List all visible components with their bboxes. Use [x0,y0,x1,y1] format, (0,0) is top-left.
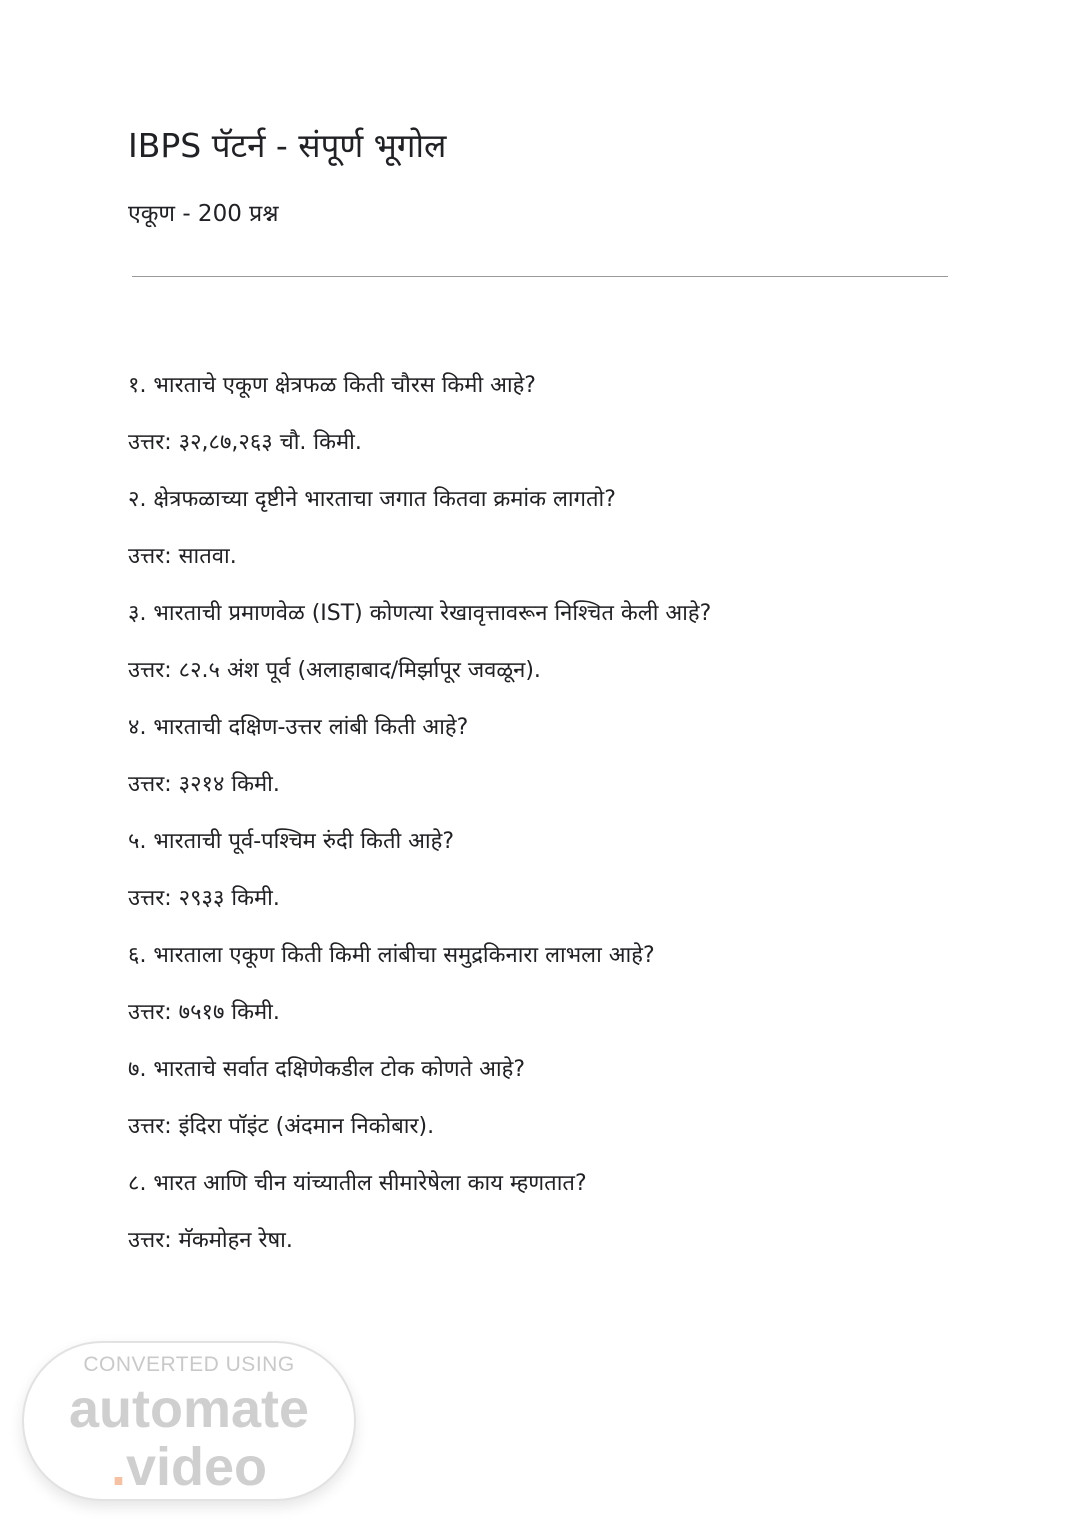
qa-list [128,366,1028,1278]
watermark-brand: automate [68,1379,310,1439]
question-4: ४. भारताची दक्षिण-उत्तर लांबी किती आहे? [128,715,469,740]
answer-1: उत्तर: ३२,८७,२६३ चौ. किमी. [128,430,362,455]
question-8: ८. भारत आणि चीन यांच्यातील सीमारेषेला काय म्हणतात? [128,1171,587,1196]
answer-6: उत्तर: ७५१७ किमी. [128,1000,280,1025]
watermark-domain-text: video [125,1437,268,1497]
watermark-caption: CONVERTED USING [83,1353,295,1376]
answer-2: उत्तर: सातवा. [128,544,237,569]
question-2: २. क्षेत्रफळाच्या दृष्टीने भारताचा जगात कितवा क्रमांक लागतो? [128,487,616,512]
watermark-domain [24,1437,354,1497]
question-5: ५. भारताची पूर्व-पश्चिम रुंदी किती आहे? [128,829,455,854]
answer-4: उत्तर: ३२१४ किमी. [128,772,280,797]
answer-8: उत्तर: मॅकमोहन रेषा. [128,1228,293,1253]
converted-watermark-badge [22,1341,356,1501]
answer-7: उत्तर: इंदिरा पॉइंट (अंदमान निकोबार). [128,1114,435,1139]
question-7: ७. भारताचे सर्वात दक्षिणेकडील टोक कोणते आहे? [128,1057,526,1082]
page-title: IBPS पॅटर्न - संपूर्ण भूगोल [128,126,447,165]
question-6: ६. भारताला एकूण किती किमी लांबीचा समुद्रकिनारा लाभला आहे? [128,943,655,968]
answer-3: उत्तर: ८२.५ अंश पूर्व (अलाहाबाद/मिर्झापूर जवळून). [128,658,541,683]
answer-5: उत्तर: २९३३ किमी. [128,886,280,911]
question-1: १. भारताचे एकूण क्षेत्रफळ किती चौरस किमी आहे? [128,373,536,398]
watermark-dot: . [110,1437,126,1497]
question-3: ३. भारताची प्रमाणवेळ (IST) कोणत्या रेखावृत्तावरून निश्चित केली आहे? [128,601,712,626]
divider [132,276,948,277]
question-count: एकूण - 200 प्रश्न [128,201,279,227]
